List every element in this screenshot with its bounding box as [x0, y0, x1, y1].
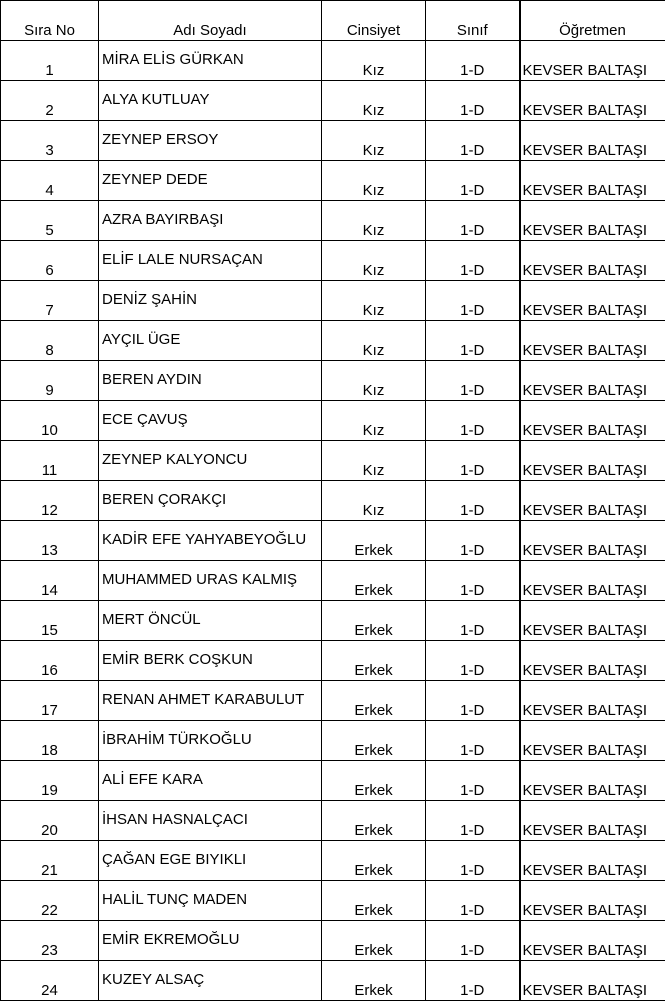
cell-class: 1-D	[426, 801, 520, 841]
cell-gender: Erkek	[322, 961, 426, 1001]
cell-class: 1-D	[426, 481, 520, 521]
cell-no: 7	[1, 281, 99, 321]
cell-name: HALİL TUNÇ MADEN	[99, 881, 322, 921]
cell-name: EMİR BERK COŞKUN	[99, 641, 322, 681]
cell-class: 1-D	[426, 281, 520, 321]
cell-no: 10	[1, 401, 99, 441]
table-row	[1, 481, 665, 521]
table-row	[1, 561, 665, 601]
header-teacher: Öğretmen	[520, 1, 665, 41]
cell-no: 22	[1, 881, 99, 921]
cell-gender: Erkek	[322, 601, 426, 641]
cell-name: BEREN ÇORAKÇI	[99, 481, 322, 521]
cell-gender: Kız	[322, 201, 426, 241]
cell-name: MERT ÖNCÜL	[99, 601, 322, 641]
table-row	[1, 841, 665, 881]
cell-no: 16	[1, 641, 99, 681]
table-row	[1, 601, 665, 641]
cell-name: RENAN AHMET KARABULUT	[99, 681, 322, 721]
cell-class: 1-D	[426, 41, 520, 81]
cell-class: 1-D	[426, 641, 520, 681]
cell-no: 17	[1, 681, 99, 721]
table-row	[1, 881, 665, 921]
cell-name: ÇAĞAN EGE BIYIKLI	[99, 841, 322, 881]
cell-gender: Erkek	[322, 801, 426, 841]
cell-class: 1-D	[426, 321, 520, 361]
cell-name: ALİ EFE KARA	[99, 761, 322, 801]
table-row	[1, 721, 665, 761]
cell-class: 1-D	[426, 881, 520, 921]
header-row	[1, 1, 665, 41]
cell-gender: Erkek	[322, 641, 426, 681]
cell-gender: Erkek	[322, 881, 426, 921]
cell-teacher: KEVSER BALTAŞI	[520, 681, 665, 721]
cell-class: 1-D	[426, 441, 520, 481]
cell-class: 1-D	[426, 681, 520, 721]
cell-class: 1-D	[426, 761, 520, 801]
cell-gender: Kız	[322, 281, 426, 321]
table-row	[1, 441, 665, 481]
cell-no: 4	[1, 161, 99, 201]
table-row	[1, 961, 665, 1001]
cell-gender: Kız	[322, 401, 426, 441]
cell-class: 1-D	[426, 241, 520, 281]
cell-teacher: KEVSER BALTAŞI	[520, 41, 665, 81]
cell-gender: Kız	[322, 81, 426, 121]
cell-teacher: KEVSER BALTAŞI	[520, 321, 665, 361]
table-row	[1, 681, 665, 721]
cell-gender: Kız	[322, 241, 426, 281]
cell-no: 18	[1, 721, 99, 761]
cell-no: 23	[1, 921, 99, 961]
cell-teacher: KEVSER BALTAŞI	[520, 761, 665, 801]
cell-name: DENİZ ŞAHİN	[99, 281, 322, 321]
cell-name: ECE ÇAVUŞ	[99, 401, 322, 441]
cell-teacher: KEVSER BALTAŞI	[520, 801, 665, 841]
cell-name: ZEYNEP KALYONCU	[99, 441, 322, 481]
cell-gender: Erkek	[322, 681, 426, 721]
cell-gender: Erkek	[322, 921, 426, 961]
cell-name: İBRAHİM TÜRKOĞLU	[99, 721, 322, 761]
cell-teacher: KEVSER BALTAŞI	[520, 121, 665, 161]
cell-teacher: KEVSER BALTAŞI	[520, 201, 665, 241]
cell-teacher: KEVSER BALTAŞI	[520, 601, 665, 641]
cell-class: 1-D	[426, 841, 520, 881]
cell-gender: Kız	[322, 161, 426, 201]
cell-gender: Kız	[322, 361, 426, 401]
cell-name: ALYA KUTLUAY	[99, 81, 322, 121]
header-gender: Cinsiyet	[322, 1, 426, 41]
cell-no: 20	[1, 801, 99, 841]
header-name: Adı Soyadı	[99, 1, 322, 41]
cell-no: 12	[1, 481, 99, 521]
cell-gender: Erkek	[322, 521, 426, 561]
cell-teacher: KEVSER BALTAŞI	[520, 361, 665, 401]
cell-teacher: KEVSER BALTAŞI	[520, 81, 665, 121]
cell-teacher: KEVSER BALTAŞI	[520, 561, 665, 601]
table-row	[1, 241, 665, 281]
cell-class: 1-D	[426, 961, 520, 1001]
cell-teacher: KEVSER BALTAŞI	[520, 881, 665, 921]
cell-name: AZRA BAYIRBAŞI	[99, 201, 322, 241]
cell-gender: Kız	[322, 481, 426, 521]
table-row	[1, 201, 665, 241]
cell-no: 9	[1, 361, 99, 401]
table-row	[1, 641, 665, 681]
cell-no: 19	[1, 761, 99, 801]
cell-teacher: KEVSER BALTAŞI	[520, 721, 665, 761]
cell-name: AYÇIL ÜGE	[99, 321, 322, 361]
cell-no: 3	[1, 121, 99, 161]
cell-gender: Kız	[322, 121, 426, 161]
cell-class: 1-D	[426, 401, 520, 441]
cell-no: 2	[1, 81, 99, 121]
cell-teacher: KEVSER BALTAŞI	[520, 241, 665, 281]
cell-class: 1-D	[426, 81, 520, 121]
cell-class: 1-D	[426, 201, 520, 241]
table-row	[1, 761, 665, 801]
table-row	[1, 281, 665, 321]
cell-no: 5	[1, 201, 99, 241]
cell-gender: Kız	[322, 321, 426, 361]
cell-gender: Erkek	[322, 761, 426, 801]
cell-class: 1-D	[426, 521, 520, 561]
cell-gender: Kız	[322, 41, 426, 81]
table-row	[1, 921, 665, 961]
table-row	[1, 801, 665, 841]
cell-gender: Erkek	[322, 721, 426, 761]
cell-name: EMİR EKREMOĞLU	[99, 921, 322, 961]
cell-class: 1-D	[426, 921, 520, 961]
cell-no: 11	[1, 441, 99, 481]
cell-name: MUHAMMED URAS KALMIŞ	[99, 561, 322, 601]
cell-class: 1-D	[426, 161, 520, 201]
table-row	[1, 401, 665, 441]
cell-teacher: KEVSER BALTAŞI	[520, 161, 665, 201]
table-row	[1, 521, 665, 561]
cell-name: KADİR EFE YAHYABEYOĞLU	[99, 521, 322, 561]
cell-no: 8	[1, 321, 99, 361]
cell-teacher: KEVSER BALTAŞI	[520, 441, 665, 481]
cell-gender: Erkek	[322, 841, 426, 881]
cell-teacher: KEVSER BALTAŞI	[520, 961, 665, 1001]
cell-no: 21	[1, 841, 99, 881]
table-row	[1, 41, 665, 81]
cell-name: İHSAN HASNALÇACI	[99, 801, 322, 841]
table-row	[1, 361, 665, 401]
cell-name: KUZEY ALSAÇ	[99, 961, 322, 1001]
cell-name: MİRA ELİS GÜRKAN	[99, 41, 322, 81]
table-row	[1, 321, 665, 361]
cell-name: ZEYNEP DEDE	[99, 161, 322, 201]
cell-name: BEREN AYDIN	[99, 361, 322, 401]
cell-teacher: KEVSER BALTAŞI	[520, 641, 665, 681]
cell-no: 13	[1, 521, 99, 561]
cell-class: 1-D	[426, 121, 520, 161]
cell-name: ELİF LALE NURSAÇAN	[99, 241, 322, 281]
cell-class: 1-D	[426, 601, 520, 641]
table-row	[1, 121, 665, 161]
cell-no: 6	[1, 241, 99, 281]
cell-teacher: KEVSER BALTAŞI	[520, 841, 665, 881]
cell-teacher: KEVSER BALTAŞI	[520, 921, 665, 961]
cell-no: 24	[1, 961, 99, 1001]
cell-no: 15	[1, 601, 99, 641]
cell-no: 14	[1, 561, 99, 601]
header-no: Sıra No	[1, 1, 99, 41]
cell-class: 1-D	[426, 561, 520, 601]
cell-class: 1-D	[426, 721, 520, 761]
cell-class: 1-D	[426, 361, 520, 401]
cell-teacher: KEVSER BALTAŞI	[520, 521, 665, 561]
cell-teacher: KEVSER BALTAŞI	[520, 401, 665, 441]
cell-no: 1	[1, 41, 99, 81]
cell-teacher: KEVSER BALTAŞI	[520, 281, 665, 321]
table-row	[1, 81, 665, 121]
cell-teacher: KEVSER BALTAŞI	[520, 481, 665, 521]
cell-gender: Kız	[322, 441, 426, 481]
table-row	[1, 161, 665, 201]
cell-gender: Erkek	[322, 561, 426, 601]
header-class: Sınıf	[426, 1, 520, 41]
cell-name: ZEYNEP ERSOY	[99, 121, 322, 161]
